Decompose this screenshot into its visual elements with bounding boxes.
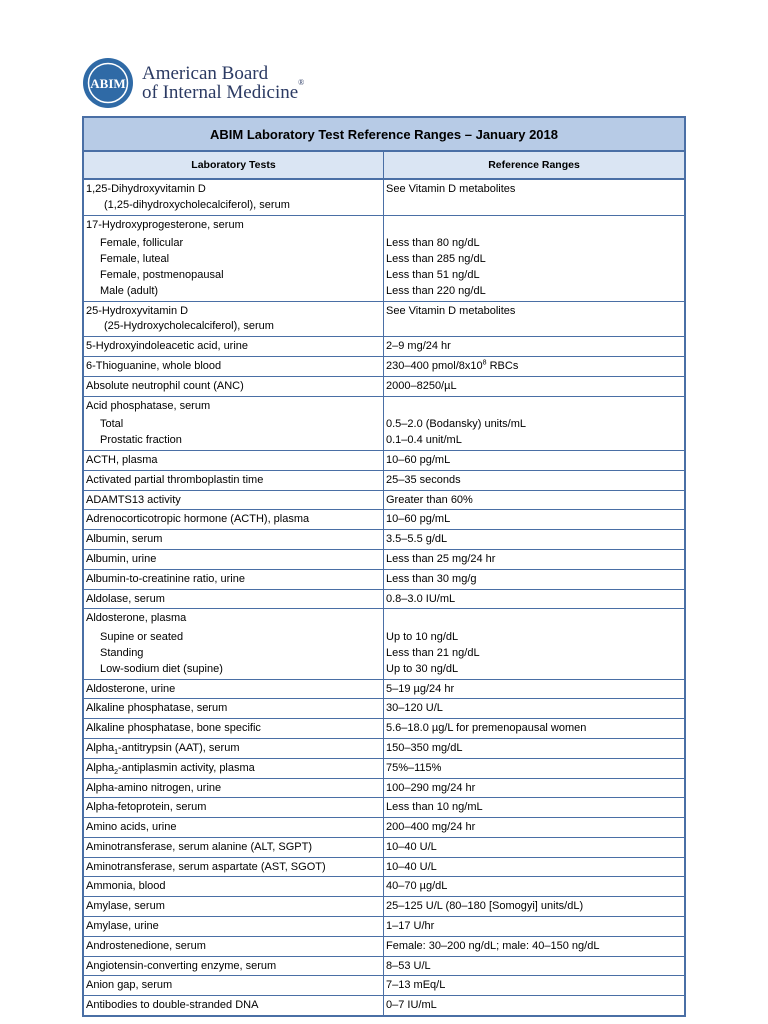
- table-row: [84, 996, 684, 1015]
- table-row: [84, 818, 684, 838]
- table-row: [84, 550, 684, 570]
- test-name: Acid phosphatase, serum: [86, 399, 211, 412]
- test-subitem: Standing: [100, 646, 144, 659]
- reference-range: 5–19 µg/24 hr: [386, 682, 455, 695]
- test-subitem: Female, luteal: [100, 253, 170, 266]
- test-subitem: Total: [100, 418, 124, 431]
- reference-range: 25–125 U/L (80–180 [Somogyi] units/dL): [386, 900, 584, 913]
- test-name: 1,25-Dihydroxyvitamin D: [86, 183, 206, 195]
- test-name: Aminotransferase, serum aspartate (AST, SGOT): [86, 860, 326, 873]
- reference-range: Up to 10 ng/dL: [386, 631, 459, 644]
- test-subitem: Low-sodium diet (supine): [100, 662, 223, 675]
- registered-mark: ®: [298, 78, 305, 87]
- table-row: [84, 397, 684, 451]
- test-name: Adrenocorticotropic hormone (ACTH), plasma: [86, 513, 310, 526]
- reference-range: 3.5–5.5 g/dL: [386, 533, 448, 546]
- test-subitem: Male (adult): [100, 284, 159, 297]
- reference-range: 8–53 U/L: [386, 959, 431, 972]
- reference-range: 150–350 mg/dL: [386, 741, 463, 754]
- test-subitem: Female, follicular: [100, 237, 184, 250]
- reference-range: See Vitamin D metabolites: [386, 183, 516, 195]
- table-row: [84, 680, 684, 700]
- test-name: 25-Hydroxyvitamin D: [86, 304, 189, 317]
- test-name: Amylase, urine: [86, 920, 159, 933]
- test-name: Alpha$_1$-antitrypsin (AAT), serum: [86, 741, 240, 757]
- reference-range: 10–60 pg/mL: [386, 453, 451, 466]
- test-name: Aldolase, serum: [86, 592, 165, 605]
- reference-range: 10–40 U/L: [386, 860, 437, 873]
- reference-range: Less than 21 ng/dL: [386, 646, 480, 659]
- reference-range: 2000–8250/µL: [386, 379, 457, 392]
- reference-range: 30–120 U/L: [386, 702, 443, 715]
- reference-range: 0.1–0.4 unit/mL: [386, 434, 462, 447]
- reference-range: Less than 80 ng/dL: [386, 237, 480, 250]
- test-name: 6-Thioguanine, whole blood: [86, 359, 222, 372]
- table-row: [84, 530, 684, 550]
- test-name: Alpha-amino nitrogen, urine: [86, 781, 222, 794]
- table-row: [84, 377, 684, 397]
- table-row: [84, 302, 684, 338]
- test-name: Antibodies to double-stranded DNA: [86, 999, 259, 1012]
- reference-range: Female: 30–200 ng/dL; male: 40–150 ng/dL: [386, 939, 600, 952]
- reference-range: 1–17 U/hr: [386, 920, 435, 933]
- seal-text: ABIM: [90, 76, 126, 91]
- reference-range: 2–9 mg/24 hr: [386, 340, 451, 353]
- test-name: Anion gap, serum: [86, 979, 173, 992]
- table-row: [84, 570, 684, 590]
- table-row: [84, 471, 684, 491]
- table-row: [84, 739, 684, 759]
- reference-range: Greater than 60%: [386, 493, 473, 506]
- table-row: [84, 491, 684, 511]
- table-row: [84, 216, 684, 302]
- test-name: Angiotensin-converting enzyme, serum: [86, 959, 277, 972]
- reference-range: 40–70 µg/dL: [386, 880, 448, 893]
- test-name: Alpha-fetoprotein, serum: [86, 801, 207, 814]
- reference-range: 0–7 IU/mL: [386, 999, 437, 1012]
- test-subitem: Prostatic fraction: [100, 434, 182, 447]
- test-name: Activated partial thromboplastin time: [86, 473, 264, 486]
- table-row: [84, 957, 684, 977]
- table-row: [84, 759, 684, 779]
- table-title: ABIM Laboratory Test Reference Ranges – January 2018: [84, 118, 684, 152]
- test-name: ACTH, plasma: [86, 453, 158, 466]
- reference-range: Less than 25 mg/24 hr: [386, 552, 496, 565]
- test-name: Albumin-to-creatinine ratio, urine: [86, 572, 245, 585]
- table-row: [84, 609, 684, 679]
- table-row: [84, 877, 684, 897]
- reference-range: Less than 220 ng/dL: [386, 284, 486, 297]
- reference-range: 0.8–3.0 IU/mL: [386, 592, 456, 605]
- reference-range: Less than 10 ng/mL: [386, 801, 483, 814]
- table-row: [84, 917, 684, 937]
- test-name: 5-Hydroxyindoleacetic acid, urine: [86, 340, 249, 353]
- table-row: [84, 590, 684, 610]
- abim-logo: [82, 55, 304, 111]
- reference-range: Less than 285 ng/dL: [386, 253, 486, 266]
- test-name-detail: (1,25-dihydroxycholecalciferol), serum: [104, 198, 290, 211]
- table-row: [84, 838, 684, 858]
- table-row: [84, 510, 684, 530]
- reference-range: 10–60 pg/mL: [386, 513, 451, 526]
- test-name: Aldosterone, plasma: [86, 612, 187, 625]
- test-name: Ammonia, blood: [86, 880, 166, 893]
- table-row: [84, 976, 684, 996]
- table-header: [84, 152, 684, 180]
- reference-range: Less than 30 mg/g: [386, 572, 477, 585]
- table-row: [84, 699, 684, 719]
- reference-range: 0.5–2.0 (Bodansky) units/mL: [386, 418, 527, 431]
- table-row: [84, 858, 684, 878]
- table-row: [84, 779, 684, 799]
- reference-range: 200–400 mg/24 hr: [386, 821, 476, 834]
- column-header-ranges: Reference Ranges: [488, 159, 580, 171]
- reference-range: 5.6–18.0 µg/L for premenopausal women: [386, 722, 587, 735]
- test-name: Alpha$_2$-antiplasmin activity, plasma: [86, 761, 255, 776]
- table-row: [84, 357, 684, 377]
- test-name-detail: (25-Hydroxycholecalciferol), serum: [104, 320, 274, 333]
- test-name: Androstenedione, serum: [86, 939, 206, 952]
- reference-table: [82, 116, 686, 1017]
- test-name: Albumin, serum: [86, 533, 163, 546]
- reference-range: 25–35 seconds: [386, 473, 461, 486]
- reference-range: Less than 51 ng/dL: [386, 268, 480, 281]
- table-row: [84, 798, 684, 818]
- reference-range: See Vitamin D metabolites: [386, 304, 516, 317]
- test-name: Amino acids, urine: [86, 821, 177, 834]
- test-name: Alkaline phosphatase, serum: [86, 702, 228, 715]
- abim-seal-icon: [82, 57, 134, 109]
- reference-range: 10–40 U/L: [386, 840, 437, 853]
- test-name: Alkaline phosphatase, bone specific: [86, 722, 261, 735]
- test-name: Aminotransferase, serum alanine (ALT, SGPT): [86, 840, 312, 853]
- table-row: [84, 180, 684, 216]
- test-name: ADAMTS13 activity: [86, 493, 181, 506]
- table-row: [84, 937, 684, 957]
- reference-range: Up to 30 ng/dL: [386, 662, 459, 675]
- reference-range: 7–13 mEq/L: [386, 979, 446, 992]
- reference-range: 230–400 pmol/$8x10^8$ RBCs: [386, 359, 519, 372]
- org-line-2: of Internal Medicine: [142, 82, 299, 103]
- table-row: [84, 719, 684, 739]
- org-name: [142, 64, 304, 102]
- test-name: Albumin, urine: [86, 552, 157, 565]
- test-name: 17-Hydroxyprogesterone, serum: [86, 218, 244, 231]
- table-row: [84, 897, 684, 917]
- org-line-1: American Board: [142, 63, 269, 84]
- table-row: [84, 337, 684, 357]
- test-name: Absolute neutrophil count (ANC): [86, 379, 244, 392]
- test-subitem: Supine or seated: [100, 631, 184, 644]
- test-subitem: Female, postmenopausal: [100, 268, 224, 281]
- table-row: [84, 451, 684, 471]
- reference-range: 100–290 mg/24 hr: [386, 781, 476, 794]
- test-name: Aldosterone, urine: [86, 682, 176, 695]
- test-name: Amylase, serum: [86, 900, 165, 913]
- reference-range: 75%–115%: [386, 761, 442, 774]
- column-header-tests: Laboratory Tests: [84, 152, 384, 178]
